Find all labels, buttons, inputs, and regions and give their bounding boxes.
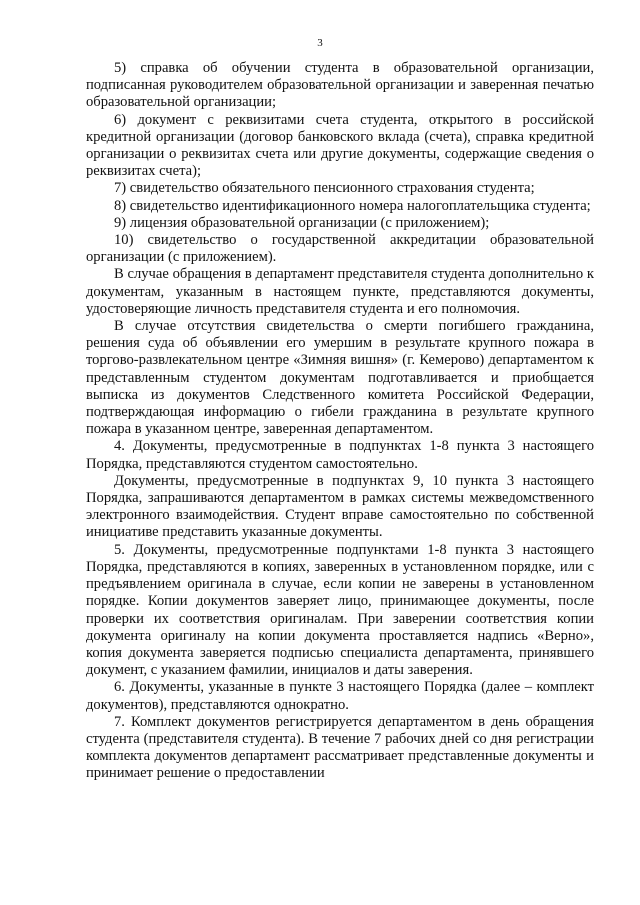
paragraph-item-7: 7) свидетельство обязательного пенсионного страхования студента; [114,180,535,197]
page-number: 3 [317,37,323,49]
paragraph-clause-4: 4. Документы, предусмотренные в подпунктах 1-8 пункта 3 настоящего Порядка, представляются студентом самостоятельно. [86,438,594,472]
document-body [86,60,594,783]
paragraph-clause-7: 7. Комплект документов регистрируется департаментом в день обращения студента (представителя студента). В течение 7 рабочих дней со дня регистрации комплекта документов департамент рассматривает представленные документы и принимает решение о предоставлении [86,713,594,782]
paragraph-representative: В случае обращения в департамент представителя студента дополнительно к документам, указанным в настоящем пункте, представляются документы, удостоверяющие личность представителя студента и его полномочия. [86,266,594,317]
paragraph-death-certificate: В случае отсутствия свидетельства о смерти погибшего гражданина, решения суда об объявлении его умершим в результате крупного пожара в торгово-развлекательном центре «Зимняя вишня» (г. Кемерово) департаментом к представленным студентом документам подготавливается и приобщается выписка из документов Следственного комитета Российской Федерации, подтверждающая информацию о гибели гражданина в результате крупного пожара в указанном центре, заверенная департаментом. [86,318,594,438]
paragraph-clause-5: 5. Документы, предусмотренные подпунктами 1-8 пункта 3 настоящего Порядка, представляются в копиях, заверенных в установленном порядке, или с предъявлением оригинала в случае, если копии не заверены в установленном порядке. Копии документов заверяет лицо, принимающее документы, после проверки их соответствия оригиналам. При заверении соответствия копии документа оригиналу на копии документа проставляется надпись «Верно», копия документа заверяется подписью специалиста департамента, принявшего документ, с указанием фамилии, инициалов и даты заверения. [86,541,594,679]
paragraph-clause-4-interagency: Документы, предусмотренные в подпунктах 9, 10 пункта 3 настоящего Порядка, запрашиваются департаментом в рамках системы межведомственного электронного взаимодействия. Студент вправе самостоятельно по собственной инициативе представить указанные документы. [86,472,594,541]
paragraph-item-9: 9) лицензия образовательной организации (с приложением); [114,214,490,231]
paragraph-item-8: 8) свидетельство идентификационного номера налогоплательщика студента; [114,197,591,214]
paragraph-item-10: 10) свидетельство о государственной аккредитации образовательной организации (с приложением). [86,232,594,266]
paragraph-item-6: 6) документ с реквизитами счета студента, открытого в российской кредитной организации (договор банковского вклада (счета), справка кредитной организации о реквизитах счета или другие документы, содержащие сведения о реквизитах счета); [86,111,594,180]
paragraph-item-5: 5) справка об обучении студента в образовательной организации, подписанная руководителем образовательной организации и заверенная печатью образовательной организации; [86,60,594,111]
paragraph-clause-6: 6. Документы, указанные в пункте 3 настоящего Порядка (далее – комплект документов), представляются однократно. [86,679,594,713]
